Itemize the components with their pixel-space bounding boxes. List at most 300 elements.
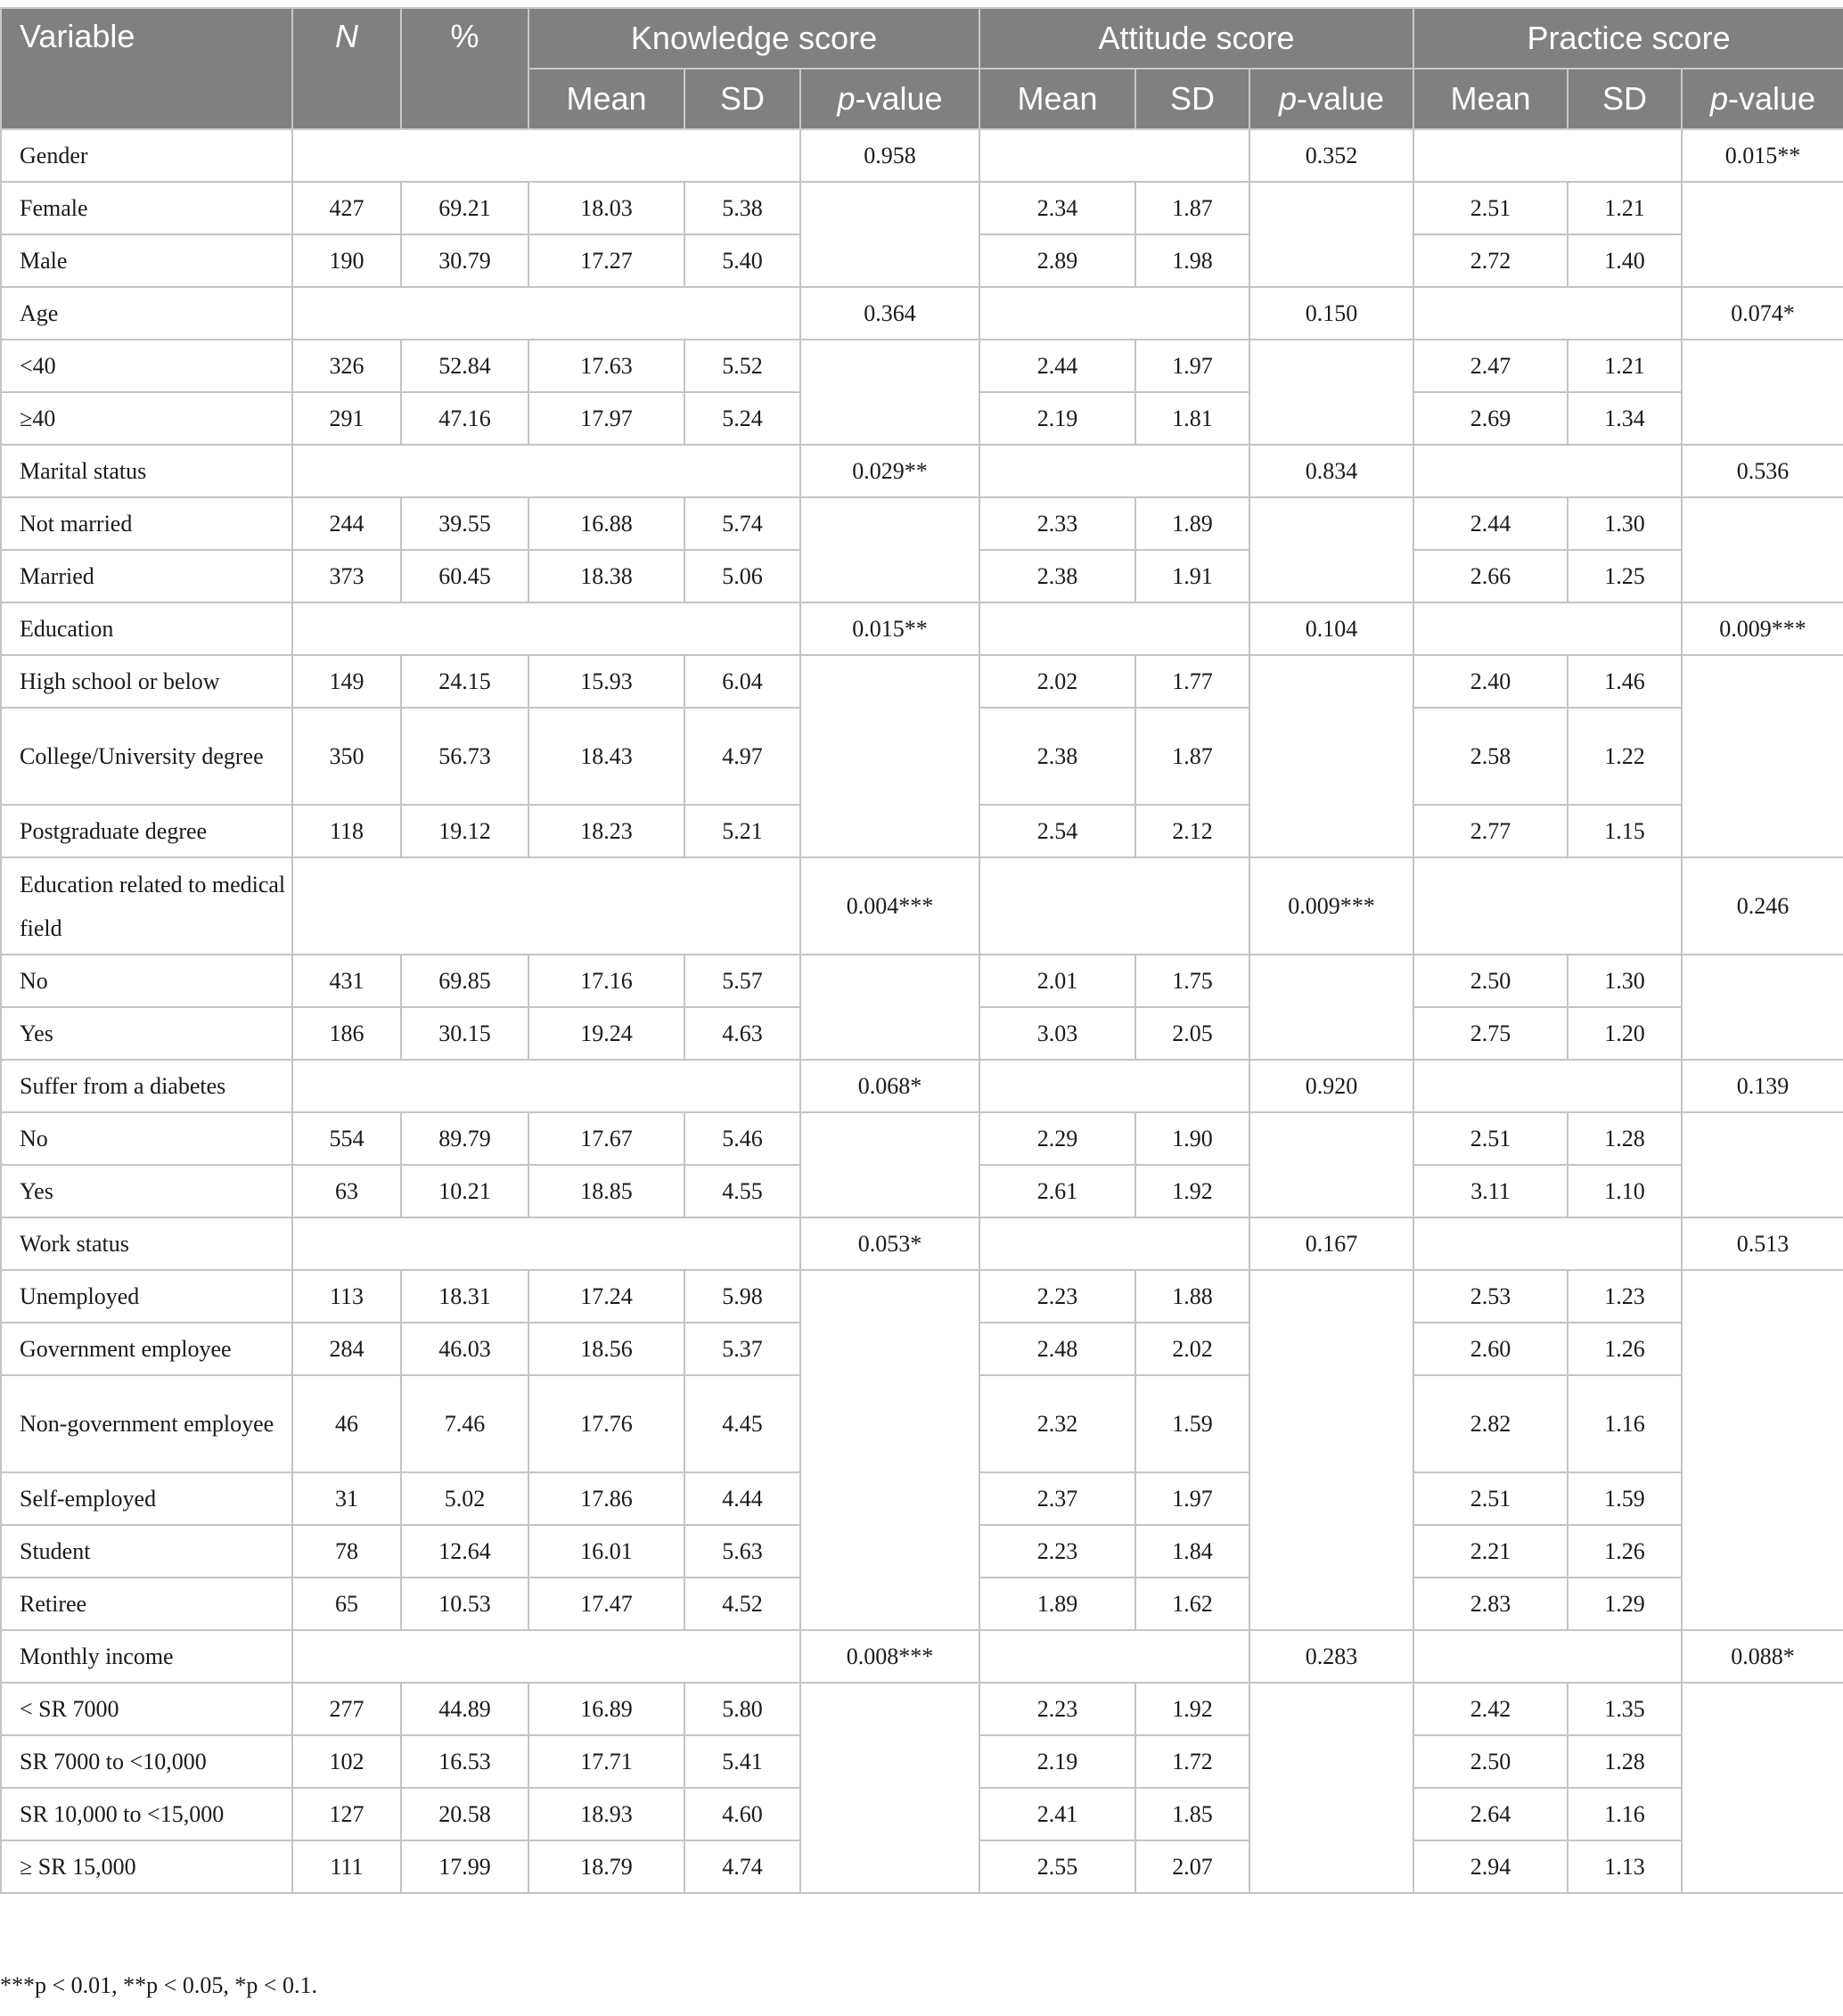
n-value: 186 xyxy=(292,1007,401,1060)
percent-value: 47.16 xyxy=(401,392,528,445)
n-value: 291 xyxy=(292,392,401,445)
attitude-mean: 2.38 xyxy=(979,708,1135,805)
n-value: 46 xyxy=(292,1375,401,1472)
attitude-mean: 2.34 xyxy=(979,182,1135,234)
knowledge-mean: 17.16 xyxy=(528,955,684,1007)
practice-mean: 2.44 xyxy=(1413,497,1568,550)
empty-cell xyxy=(292,1217,800,1270)
practice-mean: 2.64 xyxy=(1413,1788,1568,1840)
practice-pvalue-blank xyxy=(1682,1683,1843,1893)
n-value: 65 xyxy=(292,1578,401,1630)
pvalue-rest: -value xyxy=(1297,80,1385,117)
attitude-pvalue: 0.009*** xyxy=(1249,857,1413,955)
attitude-mean: 2.44 xyxy=(979,340,1135,392)
practice-sd: 1.59 xyxy=(1568,1472,1682,1525)
percent-value: 56.73 xyxy=(401,708,528,805)
knowledge-sd: 4.52 xyxy=(684,1578,800,1630)
knowledge-sd: 5.06 xyxy=(684,550,800,602)
knowledge-sd: 4.44 xyxy=(684,1472,800,1525)
empty-cell xyxy=(1413,1060,1682,1112)
table-row xyxy=(1,655,1843,708)
knowledge-sd: 5.74 xyxy=(684,497,800,550)
attitude-sd: 1.87 xyxy=(1135,182,1249,234)
header-practice-sd: SD xyxy=(1568,69,1682,129)
knowledge-pvalue: 0.029** xyxy=(800,445,979,497)
practice-mean: 2.51 xyxy=(1413,1112,1568,1165)
attitude-mean: 2.37 xyxy=(979,1472,1135,1525)
n-value: 102 xyxy=(292,1735,401,1788)
row-label: Yes xyxy=(1,1165,292,1217)
table-container xyxy=(0,7,1843,1894)
knowledge-mean: 15.93 xyxy=(528,655,684,708)
empty-cell xyxy=(292,445,800,497)
practice-pvalue: 0.513 xyxy=(1682,1217,1843,1270)
attitude-pvalue-blank xyxy=(1249,497,1413,602)
empty-cell xyxy=(979,857,1249,955)
row-label: Self-employed xyxy=(1,1472,292,1525)
practice-pvalue: 0.074* xyxy=(1682,287,1843,340)
attitude-mean: 2.48 xyxy=(979,1323,1135,1375)
attitude-sd: 1.75 xyxy=(1135,955,1249,1007)
n-value: 113 xyxy=(292,1270,401,1323)
n-value: 111 xyxy=(292,1840,401,1893)
practice-mean: 3.11 xyxy=(1413,1165,1568,1217)
row-label: Not married xyxy=(1,497,292,550)
practice-pvalue-blank xyxy=(1682,655,1843,857)
knowledge-sd: 4.55 xyxy=(684,1165,800,1217)
practice-sd: 1.29 xyxy=(1568,1578,1682,1630)
attitude-mean: 1.89 xyxy=(979,1578,1135,1630)
group-row xyxy=(1,1060,1843,1112)
empty-cell xyxy=(979,602,1249,655)
header-knowledge-mean: Mean xyxy=(528,69,684,129)
attitude-mean: 2.01 xyxy=(979,955,1135,1007)
attitude-pvalue: 0.150 xyxy=(1249,287,1413,340)
attitude-pvalue: 0.167 xyxy=(1249,1217,1413,1270)
attitude-mean: 2.54 xyxy=(979,805,1135,857)
practice-pvalue-blank xyxy=(1682,1270,1843,1630)
table-body xyxy=(1,129,1843,1893)
knowledge-sd: 4.74 xyxy=(684,1840,800,1893)
percent-value: 24.15 xyxy=(401,655,528,708)
pvalue-p: p xyxy=(1710,80,1729,117)
practice-sd: 1.40 xyxy=(1568,234,1682,287)
practice-pvalue: 0.536 xyxy=(1682,445,1843,497)
knowledge-mean: 17.86 xyxy=(528,1472,684,1525)
practice-pvalue: 0.015** xyxy=(1682,129,1843,182)
knowledge-sd: 4.60 xyxy=(684,1788,800,1840)
knowledge-mean: 17.71 xyxy=(528,1735,684,1788)
practice-sd: 1.34 xyxy=(1568,392,1682,445)
knowledge-pvalue-blank xyxy=(800,497,979,602)
knowledge-pvalue: 0.053* xyxy=(800,1217,979,1270)
header-n: N xyxy=(292,8,401,129)
knowledge-mean: 18.85 xyxy=(528,1165,684,1217)
header-practice-pvalue xyxy=(1682,69,1843,129)
n-value: 31 xyxy=(292,1472,401,1525)
practice-sd: 1.10 xyxy=(1568,1165,1682,1217)
knowledge-pvalue-blank xyxy=(800,1270,979,1630)
knowledge-pvalue: 0.364 xyxy=(800,287,979,340)
attitude-mean: 2.61 xyxy=(979,1165,1135,1217)
pvalue-rest: -value xyxy=(855,80,943,117)
practice-pvalue-blank xyxy=(1682,340,1843,445)
knowledge-pvalue-blank xyxy=(800,182,979,287)
attitude-pvalue-blank xyxy=(1249,1683,1413,1893)
table-row xyxy=(1,497,1843,550)
group-label: Gender xyxy=(1,129,292,182)
attitude-sd: 1.59 xyxy=(1135,1375,1249,1472)
attitude-pvalue-blank xyxy=(1249,655,1413,857)
header-percent: % xyxy=(401,8,528,129)
knowledge-sd: 5.24 xyxy=(684,392,800,445)
practice-mean: 2.51 xyxy=(1413,182,1568,234)
attitude-sd: 1.72 xyxy=(1135,1735,1249,1788)
group-row xyxy=(1,1630,1843,1683)
header-practice-mean: Mean xyxy=(1413,69,1568,129)
n-value: 127 xyxy=(292,1788,401,1840)
header-practice-score: Practice score xyxy=(1413,8,1843,69)
percent-value: 10.53 xyxy=(401,1578,528,1630)
attitude-mean: 2.23 xyxy=(979,1270,1135,1323)
attitude-mean: 2.32 xyxy=(979,1375,1135,1472)
practice-mean: 2.60 xyxy=(1413,1323,1568,1375)
empty-cell xyxy=(979,287,1249,340)
knowledge-pvalue-blank xyxy=(800,955,979,1060)
row-label: No xyxy=(1,955,292,1007)
knowledge-sd: 5.98 xyxy=(684,1270,800,1323)
attitude-sd: 1.87 xyxy=(1135,708,1249,805)
knowledge-sd: 4.97 xyxy=(684,708,800,805)
knowledge-sd: 5.80 xyxy=(684,1683,800,1735)
attitude-sd: 1.62 xyxy=(1135,1578,1249,1630)
attitude-pvalue-blank xyxy=(1249,1112,1413,1217)
row-label: Government employee xyxy=(1,1323,292,1375)
attitude-sd: 1.84 xyxy=(1135,1525,1249,1578)
row-label: <40 xyxy=(1,340,292,392)
group-label: Marital status xyxy=(1,445,292,497)
empty-cell xyxy=(979,1217,1249,1270)
knowledge-mean: 17.67 xyxy=(528,1112,684,1165)
header-attitude-sd: SD xyxy=(1135,69,1249,129)
pvalue-p: p xyxy=(837,80,856,117)
empty-cell xyxy=(1413,445,1682,497)
attitude-pvalue-blank xyxy=(1249,955,1413,1060)
practice-mean: 2.69 xyxy=(1413,392,1568,445)
knowledge-sd: 5.41 xyxy=(684,1735,800,1788)
practice-mean: 2.40 xyxy=(1413,655,1568,708)
pvalue-rest: -value xyxy=(1728,80,1816,117)
knowledge-sd: 5.21 xyxy=(684,805,800,857)
practice-sd: 1.13 xyxy=(1568,1840,1682,1893)
attitude-sd: 2.05 xyxy=(1135,1007,1249,1060)
knowledge-mean: 17.63 xyxy=(528,340,684,392)
percent-value: 30.15 xyxy=(401,1007,528,1060)
practice-sd: 1.28 xyxy=(1568,1735,1682,1788)
empty-cell xyxy=(979,445,1249,497)
attitude-sd: 1.77 xyxy=(1135,655,1249,708)
table-row xyxy=(1,1270,1843,1323)
n-value: 63 xyxy=(292,1165,401,1217)
knowledge-mean: 18.03 xyxy=(528,182,684,234)
percent-value: 44.89 xyxy=(401,1683,528,1735)
knowledge-sd: 5.37 xyxy=(684,1323,800,1375)
group-label: Education xyxy=(1,602,292,655)
knowledge-sd: 5.40 xyxy=(684,234,800,287)
percent-value: 18.31 xyxy=(401,1270,528,1323)
practice-pvalue: 0.139 xyxy=(1682,1060,1843,1112)
row-label: Unemployed xyxy=(1,1270,292,1323)
knowledge-pvalue: 0.068* xyxy=(800,1060,979,1112)
knowledge-sd: 4.45 xyxy=(684,1375,800,1472)
row-label: Yes xyxy=(1,1007,292,1060)
n-value: 373 xyxy=(292,550,401,602)
practice-sd: 1.28 xyxy=(1568,1112,1682,1165)
attitude-sd: 2.02 xyxy=(1135,1323,1249,1375)
practice-sd: 1.30 xyxy=(1568,955,1682,1007)
table-row xyxy=(1,1112,1843,1165)
percent-value: 7.46 xyxy=(401,1375,528,1472)
attitude-mean: 2.23 xyxy=(979,1683,1135,1735)
practice-mean: 2.50 xyxy=(1413,955,1568,1007)
knowledge-pvalue-blank xyxy=(800,1683,979,1893)
percent-value: 60.45 xyxy=(401,550,528,602)
knowledge-mean: 18.56 xyxy=(528,1323,684,1375)
empty-cell xyxy=(292,129,800,182)
practice-sd: 1.23 xyxy=(1568,1270,1682,1323)
practice-sd: 1.25 xyxy=(1568,550,1682,602)
attitude-mean: 2.23 xyxy=(979,1525,1135,1578)
knowledge-sd: 5.57 xyxy=(684,955,800,1007)
knowledge-mean: 18.93 xyxy=(528,1788,684,1840)
percent-value: 20.58 xyxy=(401,1788,528,1840)
n-value: 277 xyxy=(292,1683,401,1735)
empty-cell xyxy=(292,1060,800,1112)
percent-value: 12.64 xyxy=(401,1525,528,1578)
empty-cell xyxy=(979,1630,1249,1683)
practice-sd: 1.26 xyxy=(1568,1525,1682,1578)
group-label: Suffer from a diabetes xyxy=(1,1060,292,1112)
practice-mean: 2.51 xyxy=(1413,1472,1568,1525)
practice-sd: 1.22 xyxy=(1568,708,1682,805)
attitude-mean: 2.38 xyxy=(979,550,1135,602)
empty-cell xyxy=(1413,1630,1682,1683)
practice-mean: 2.58 xyxy=(1413,708,1568,805)
attitude-pvalue: 0.834 xyxy=(1249,445,1413,497)
knowledge-sd: 5.52 xyxy=(684,340,800,392)
knowledge-mean: 17.24 xyxy=(528,1270,684,1323)
attitude-sd: 1.81 xyxy=(1135,392,1249,445)
attitude-mean: 2.19 xyxy=(979,392,1135,445)
knowledge-mean: 18.38 xyxy=(528,550,684,602)
group-label: Education related to medical field xyxy=(1,857,292,955)
attitude-sd: 1.88 xyxy=(1135,1270,1249,1323)
practice-sd: 1.26 xyxy=(1568,1323,1682,1375)
practice-pvalue-blank xyxy=(1682,497,1843,602)
empty-cell xyxy=(1413,602,1682,655)
knowledge-mean: 18.23 xyxy=(528,805,684,857)
attitude-pvalue-blank xyxy=(1249,182,1413,287)
practice-pvalue-blank xyxy=(1682,955,1843,1060)
percent-value: 30.79 xyxy=(401,234,528,287)
percent-value: 10.21 xyxy=(401,1165,528,1217)
group-row xyxy=(1,1217,1843,1270)
header-knowledge-pvalue xyxy=(800,69,979,129)
attitude-sd: 1.92 xyxy=(1135,1165,1249,1217)
practice-mean: 2.94 xyxy=(1413,1840,1568,1893)
practice-sd: 1.16 xyxy=(1568,1788,1682,1840)
group-label: Monthly income xyxy=(1,1630,292,1683)
results-table xyxy=(0,7,1843,1894)
knowledge-sd: 5.46 xyxy=(684,1112,800,1165)
attitude-sd: 1.92 xyxy=(1135,1683,1249,1735)
row-label: ≥40 xyxy=(1,392,292,445)
attitude-mean: 3.03 xyxy=(979,1007,1135,1060)
row-label: SR 7000 to <10,000 xyxy=(1,1735,292,1788)
practice-sd: 1.30 xyxy=(1568,497,1682,550)
practice-pvalue-blank xyxy=(1682,182,1843,287)
n-value: 284 xyxy=(292,1323,401,1375)
practice-mean: 2.72 xyxy=(1413,234,1568,287)
practice-sd: 1.16 xyxy=(1568,1375,1682,1472)
knowledge-sd: 5.38 xyxy=(684,182,800,234)
attitude-mean: 2.33 xyxy=(979,497,1135,550)
attitude-sd: 1.97 xyxy=(1135,340,1249,392)
row-label: ≥ SR 15,000 xyxy=(1,1840,292,1893)
practice-mean: 2.77 xyxy=(1413,805,1568,857)
percent-value: 69.85 xyxy=(401,955,528,1007)
group-row xyxy=(1,129,1843,182)
attitude-pvalue: 0.352 xyxy=(1249,129,1413,182)
table-footnote: ***p < 0.01, **p < 0.05, *p < 0.1. xyxy=(0,1972,317,1998)
row-label: SR 10,000 to <15,000 xyxy=(1,1788,292,1840)
n-value: 326 xyxy=(292,340,401,392)
practice-sd: 1.35 xyxy=(1568,1683,1682,1735)
attitude-sd: 1.97 xyxy=(1135,1472,1249,1525)
percent-value: 19.12 xyxy=(401,805,528,857)
attitude-mean: 2.29 xyxy=(979,1112,1135,1165)
row-label: Retiree xyxy=(1,1578,292,1630)
n-value: 78 xyxy=(292,1525,401,1578)
table-row xyxy=(1,340,1843,392)
practice-mean: 2.66 xyxy=(1413,550,1568,602)
n-value: 190 xyxy=(292,234,401,287)
attitude-pvalue: 0.104 xyxy=(1249,602,1413,655)
group-label: Work status xyxy=(1,1217,292,1270)
row-label: Student xyxy=(1,1525,292,1578)
row-label: Married xyxy=(1,550,292,602)
n-value: 118 xyxy=(292,805,401,857)
practice-sd: 1.21 xyxy=(1568,182,1682,234)
practice-sd: 1.46 xyxy=(1568,655,1682,708)
knowledge-mean: 17.97 xyxy=(528,392,684,445)
knowledge-mean: 17.47 xyxy=(528,1578,684,1630)
row-label: College/University degree xyxy=(1,708,292,805)
empty-cell xyxy=(292,1630,800,1683)
practice-pvalue: 0.009*** xyxy=(1682,602,1843,655)
attitude-mean: 2.41 xyxy=(979,1788,1135,1840)
practice-mean: 2.50 xyxy=(1413,1735,1568,1788)
table-header xyxy=(1,8,1843,129)
percent-value: 46.03 xyxy=(401,1323,528,1375)
knowledge-mean: 19.24 xyxy=(528,1007,684,1060)
practice-mean: 2.53 xyxy=(1413,1270,1568,1323)
header-knowledge-sd: SD xyxy=(684,69,800,129)
empty-cell xyxy=(1413,1217,1682,1270)
empty-cell xyxy=(1413,129,1682,182)
practice-mean: 2.82 xyxy=(1413,1375,1568,1472)
row-label: Female xyxy=(1,182,292,234)
knowledge-mean: 18.79 xyxy=(528,1840,684,1893)
attitude-sd: 1.98 xyxy=(1135,234,1249,287)
row-label: High school or below xyxy=(1,655,292,708)
practice-mean: 2.21 xyxy=(1413,1525,1568,1578)
empty-cell xyxy=(979,129,1249,182)
row-label: Postgraduate degree xyxy=(1,805,292,857)
practice-sd: 1.21 xyxy=(1568,340,1682,392)
practice-pvalue: 0.088* xyxy=(1682,1630,1843,1683)
percent-value: 16.53 xyxy=(401,1735,528,1788)
table-row xyxy=(1,1683,1843,1735)
empty-cell xyxy=(1413,857,1682,955)
attitude-sd: 1.89 xyxy=(1135,497,1249,550)
attitude-mean: 2.55 xyxy=(979,1840,1135,1893)
percent-value: 39.55 xyxy=(401,497,528,550)
attitude-pvalue-blank xyxy=(1249,1270,1413,1630)
row-label: Male xyxy=(1,234,292,287)
knowledge-mean: 18.43 xyxy=(528,708,684,805)
attitude-sd: 1.85 xyxy=(1135,1788,1249,1840)
empty-cell xyxy=(292,602,800,655)
row-label: Non-government employee xyxy=(1,1375,292,1472)
attitude-pvalue-blank xyxy=(1249,340,1413,445)
n-value: 244 xyxy=(292,497,401,550)
n-value: 427 xyxy=(292,182,401,234)
group-row xyxy=(1,287,1843,340)
header-variable: Variable xyxy=(1,8,292,129)
attitude-sd: 2.07 xyxy=(1135,1840,1249,1893)
pvalue-p: p xyxy=(1278,80,1298,117)
n-value: 149 xyxy=(292,655,401,708)
header-knowledge-score: Knowledge score xyxy=(528,8,979,69)
practice-mean: 2.42 xyxy=(1413,1683,1568,1735)
row-label: < SR 7000 xyxy=(1,1683,292,1735)
percent-value: 69.21 xyxy=(401,182,528,234)
attitude-sd: 1.91 xyxy=(1135,550,1249,602)
knowledge-pvalue: 0.958 xyxy=(800,129,979,182)
attitude-sd: 1.90 xyxy=(1135,1112,1249,1165)
row-label: No xyxy=(1,1112,292,1165)
knowledge-pvalue-blank xyxy=(800,340,979,445)
practice-pvalue: 0.246 xyxy=(1682,857,1843,955)
attitude-pvalue: 0.283 xyxy=(1249,1630,1413,1683)
knowledge-pvalue-blank xyxy=(800,655,979,857)
table-row xyxy=(1,182,1843,234)
knowledge-sd: 5.63 xyxy=(684,1525,800,1578)
header-attitude-pvalue xyxy=(1249,69,1413,129)
header-attitude-score: Attitude score xyxy=(979,8,1413,69)
practice-sd: 1.15 xyxy=(1568,805,1682,857)
empty-cell xyxy=(1413,287,1682,340)
knowledge-mean: 17.76 xyxy=(528,1375,684,1472)
knowledge-pvalue: 0.015** xyxy=(800,602,979,655)
practice-mean: 2.83 xyxy=(1413,1578,1568,1630)
percent-value: 5.02 xyxy=(401,1472,528,1525)
knowledge-mean: 16.89 xyxy=(528,1683,684,1735)
n-value: 350 xyxy=(292,708,401,805)
knowledge-sd: 4.63 xyxy=(684,1007,800,1060)
knowledge-sd: 6.04 xyxy=(684,655,800,708)
